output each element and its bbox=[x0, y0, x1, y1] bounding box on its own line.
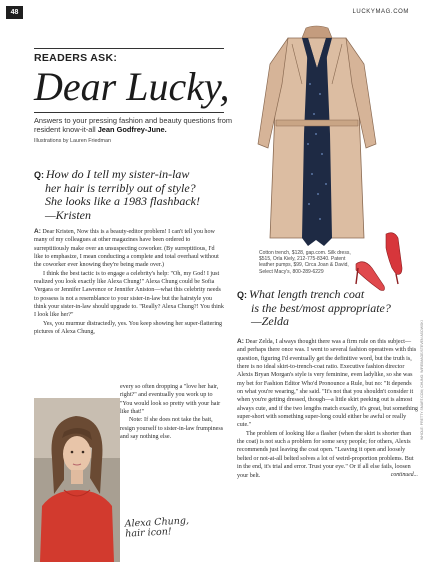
product-caption: Cotton trench, $128, gap.com. Silk dress, $515, Orla Kiely, 212-775-8340. Patent leather pumps, $99, Circa Joan & David, Select Macy's, 800-289-6229 bbox=[259, 250, 351, 275]
question-1 bbox=[34, 168, 214, 222]
site-name: LUCKYMAG.COM bbox=[352, 9, 409, 15]
answer-1-p3a: Yes, you murmur distractedly, yes. You keep showing her super-flattering pictures of Alexa Chung, bbox=[34, 320, 223, 336]
handwritten-note-line2: hair icon! bbox=[124, 525, 172, 540]
answer-1-p4: Note: If she does not take the bait, resign yourself to sister-in-law frumpiness and say nothing else. bbox=[120, 417, 224, 441]
answer-1-p3b: every so often dropping a "love her hair, right?" and eventually you work up to "You would look so pretty with your hair like that!" bbox=[120, 384, 221, 416]
answer-2-p2: The problem of looking like a flasher (when the skirt is shorter than the coat) is not such a problem for some sexy people; for others, Alexis recommends just leaving the coat open. "Leaving it open and loosely belted or not-at-all belted solves a lot of weird-proportion problems. But in the end, it's trial and error. Trust your eye." Or if all else fails, loosen your belt. bbox=[237, 430, 414, 479]
page-header bbox=[0, 0, 431, 24]
answer-1 bbox=[34, 228, 224, 336]
column-title: Dear Lucky, bbox=[34, 64, 230, 109]
handwritten-note bbox=[125, 516, 190, 538]
answer-2 bbox=[237, 338, 418, 480]
handwritten-note-line1: Alexa Chung, bbox=[124, 515, 190, 530]
question-2-line1: What length trench coat bbox=[249, 287, 365, 301]
page-number: 48 bbox=[6, 6, 23, 19]
question-marker: Q: bbox=[237, 290, 247, 300]
kicker-rule bbox=[34, 48, 224, 49]
column-intro bbox=[34, 116, 242, 134]
question-1-signoff: —Kristen bbox=[45, 207, 92, 222]
question-1-line1: How do I tell my sister-in-law bbox=[46, 167, 190, 181]
question-2 bbox=[237, 288, 417, 329]
trench-coat-icon bbox=[258, 26, 376, 246]
pumps-illustration bbox=[350, 228, 416, 296]
answer-marker: A: bbox=[237, 338, 244, 345]
question-1-line3: She looks like a 1983 flashback! bbox=[45, 194, 200, 208]
intro-text: Answers to your pressing fashion and beauty questions from resident know-it-all bbox=[34, 116, 233, 134]
continued-label: continued... bbox=[390, 471, 418, 478]
answer-1-p2: I think the best tactic is to engage a celebrity's help: "Oh, my God! I just realized you look exactly like Alexa Chung!" Alexa Chung could be Sofia Vergara or Jennifer Lawrence or Jennifer Aniston—what this celebrity needs to possess is not a resemblance to your sister-in-law but the hairstyle you think your sister-in-law should upgrade to. "Really? Alexa Chung?! You think I look like her?" bbox=[34, 270, 224, 319]
shoe-icon bbox=[356, 233, 402, 291]
answer-marker: A: bbox=[34, 228, 41, 235]
question-2-line2: is the best/most appropriate? bbox=[251, 300, 391, 315]
photo-credit: WHOLE: PRETTY SMART.COM; CHUNG: WIREIMAGE/STEVEN ASOWSKI bbox=[420, 320, 424, 440]
alexa-chung-photo bbox=[34, 398, 120, 562]
question-1-line2: her hair is terribly out of style? bbox=[45, 180, 196, 195]
answer-1-wrap bbox=[120, 383, 225, 441]
trench-coat-illustration bbox=[246, 24, 388, 250]
question-2-signoff: —Zelda bbox=[251, 314, 290, 328]
intro-author: Jean Godfrey-June. bbox=[97, 125, 167, 134]
column-kicker: READERS ASK: bbox=[34, 52, 118, 64]
question-marker: Q: bbox=[34, 170, 44, 180]
answer-1-p1: Dear Kristen, Now this is a beauty-editor problem! I can't tell you how many of my colleagues at other magazines have been ordered to surreptitiously make over an unsuspecting coworker. (By surreptitious, I'd like to emphasize, I mean conducting a complete and total overhaul without the coworker ever knowing they're being made over.) bbox=[34, 229, 219, 269]
answer-2-p1: Dear Zelda, I always thought there was a firm rule on this subject—and perhaps there once was. I went to several fashion operatives with this question, figuring I'd eventually get the definitive word, but the truth is, there is no ideal skirt-to-trench-coat ratio. Executive fashion director Alexis Bryan Morgan's style is very feminine, even ladylike, so she was my bet for Fashion Editor Who'd Pronounce a Rule, but no: "It depends on what you're wearing," she said. "It's not that you shouldn't consider it when you're getting dressed, though—a little skirt peeking out is almost always cute, and if the two lengths match exactly, it's great, but something super-short with something super-long could either be awful or really cute." bbox=[237, 339, 418, 429]
illustrations-credit: Illustrations by Lauren Friedman bbox=[34, 138, 112, 144]
title-rule bbox=[34, 112, 224, 113]
